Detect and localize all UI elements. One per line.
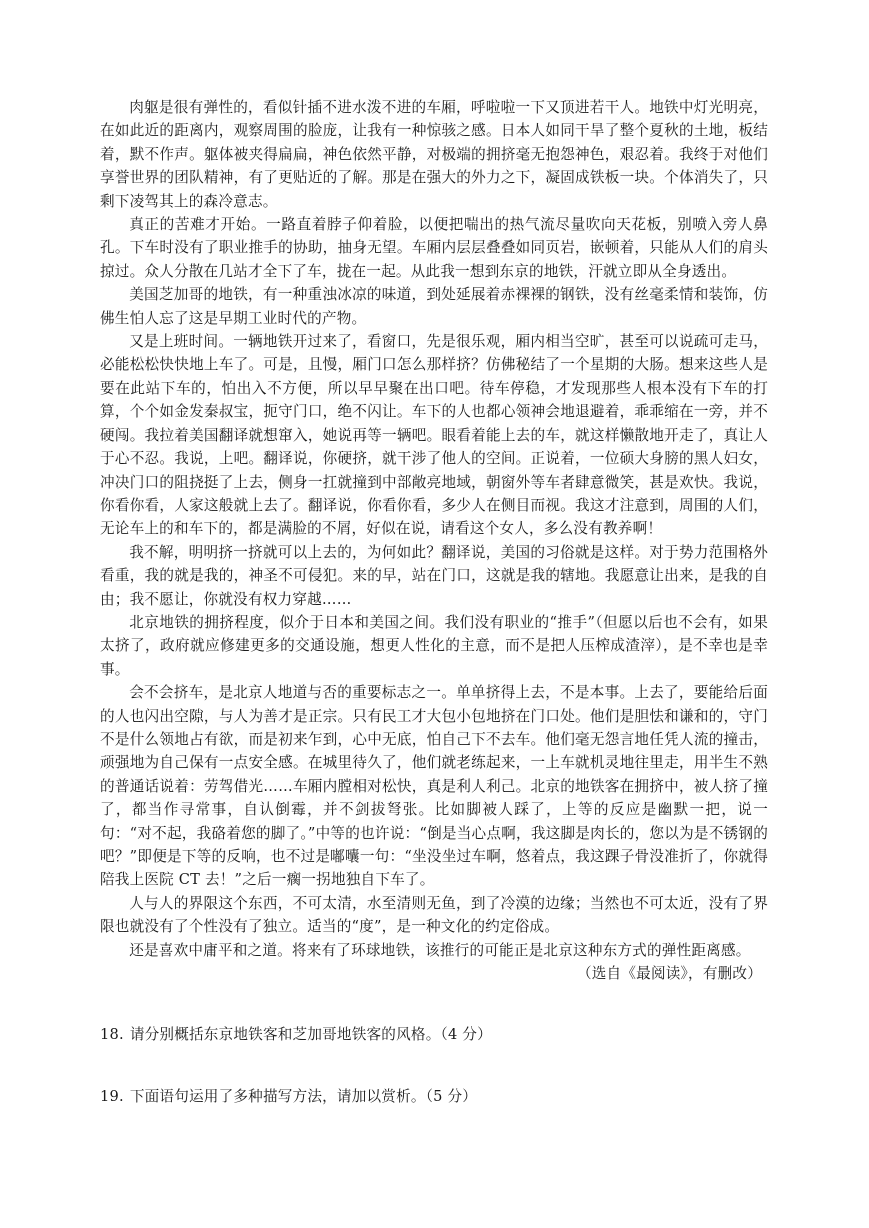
question-18-number: 18. — [100, 1026, 124, 1043]
passage-paragraph-6: 北京地铁的拥挤程度，似介于日本和美国之间。我们没有职业的“推手”（但愿以后也不会有，如果太挤了，政府就应修建更多的交通设施，想更人性化的主意，而不是把人压榨成渣滓），是不幸也是幸事。 — [100, 613, 768, 678]
passage-paragraph-1: 肉躯是很有弹性的，看似针插不进水泼不进的车厢，呼啦啦一下又顶进若干人。地铁中灯光明亮，在如此近的距离内，观察周围的脸庞，让我有一种惊骇之感。日本人如同干旱了整个夏秋的土地，板结着，默不作声。躯体被夹得扁扁，神色依然平静，对极端的拥挤毫无抱怨神色，艰忍着。我终于对他们享誉世界的团队精神，有了更贴近的了解。那是在强大的外力之下，凝固成铁板一块。个体消失了，只剩下凌驾其上的森冷意志。 — [100, 99, 768, 210]
passage-paragraph-5: 我不解，明明挤一挤就可以上去的，为何如此？翻译说，美国的习俗就是这样。对于势力范围格外看重，我的就是我的，神圣不可侵犯。来的早，站在门口，这就是我的辖地。我愿意让出来，是我的自由；我不愿让，你就没有权力穿越…… — [100, 543, 768, 608]
passage-paragraph-2: 真正的苦难才开始。一路直着脖子仰着脸，以便把喘出的热气流尽量吹向天花板，别喷入旁人鼻孔。下车时没有了职业推手的协助，抽身无望。车厢内层层叠叠如同页岩，嵌顿着，只能从人们的肩头掠过。众人分散在几站才全下了车，拢在一起。从此我一想到东京的地铁，汗就立即从全身透出。 — [100, 216, 768, 280]
passage-paragraph-9: 还是喜欢中庸平和之道。将来有了环球地铁，该推行的可能正是北京这种东方式的弹性距离感。 — [129, 941, 751, 959]
passage-source: （选自《最阅读》，有删改） — [576, 965, 762, 983]
reading-passage — [100, 96, 768, 985]
question-18 — [100, 1024, 492, 1046]
passage-paragraph-8: 人与人的界限这个东西，不可太清，水至清则无鱼，到了冷漠的边缘；当然也不可太近，没有了界限也就没有了个性没有了独立。适当的“度”，是一种文化的约定俗成。 — [100, 894, 768, 936]
passage-paragraph-4: 又是上班时间。一辆地铁开过来了，看窗口，先是很乐观，厢内相当空旷，甚至可以说疏可走马，必能松松快快地上车了。可是，且慢，厢门口怎么那样挤？仿佛秘结了一个星期的大肠。想来这些人是要在此站下车的，怕出入不方便，所以早早聚在出口吧。待车停稳，才发现那些人根本没有下车的打算，个个如金发秦叔宝，扼守门口，绝不闪让。车下的人也都心领神会地退避着，乖乖缩在一旁，并不硬闯。我拉着美国翻译就想窜入，她说再等一辆吧。眼看着能上去的车，就这样懒散地开走了，真让人于心不忍。我说，上吧。翻译说，你硬挤，就干涉了他人的空间。正说着，一位硕大身膀的黑人妇女，冲决门口的阻挠挺了上去，侧身一扛就撞到中部敞亮地域，朝窗外等车者肆意微笑，甚是欢快。我说，你看你看，人家这般就上去了。翻译说，你看你看，多少人在侧目而视。我这才注意到，周围的人们，无论车上的和车下的，都是满脸的不屑，好似在说，请看这个女人，多么没有教养啊！ — [100, 333, 768, 538]
passage-paragraph-3: 美国芝加哥的地铁，有一种重浊冰凉的味道，到处延展着赤裸裸的钢铁，没有丝毫柔情和装饰，仿佛生怕人忘了这是早期工业时代的产物。 — [100, 286, 768, 327]
passage-paragraph-7: 会不会挤车，是北京人地道与否的重要标志之一。单单挤得上去，不是本事。上去了，要能给后面的人也闪出空隙，与人为善才是正宗。只有民工才大包小包地挤在门口处。他们是胆怯和谦和的，守门不是什么领地占有欲，而是初来乍到，心中无底，怕自己下不去车。他们毫无怨言地任凭人流的撞击，顽强地为自己保有一点安全感。在城里待久了，他们就老练起来，一上车就机灵地往里走，用半生不熟的普通话说着：劳驾借光……车厢内膛相对松快，真是利人利己。北京的地铁客在拥挤中，被人挤了撞了，都当作寻常事，自认倒霉，并不剑拔弩张。比如脚被人踩了，上等的反应是幽默一把，说一句：“对不起，我硌着您的脚了。”中等的也许说：“倒是当心点啊，我这脚是肉长的，您以为是不锈钢的吧？”即便是下等的反响，也不过是嘟囔一句：“坐没坐过车啊，悠着点，我这踝子骨没准折了，你就得陪我上医院 CT 去！”之后一瘸一拐地独自下车了。 — [100, 684, 768, 889]
question-19 — [100, 1086, 477, 1108]
question-19-text: 下面语句运用了多种描写方法，请加以赏析。（5 分） — [129, 1088, 478, 1105]
question-19-number: 19. — [100, 1088, 124, 1105]
question-18-text: 请分别概括东京地铁客和芝加哥地铁客的风格。（4 分） — [129, 1026, 492, 1043]
